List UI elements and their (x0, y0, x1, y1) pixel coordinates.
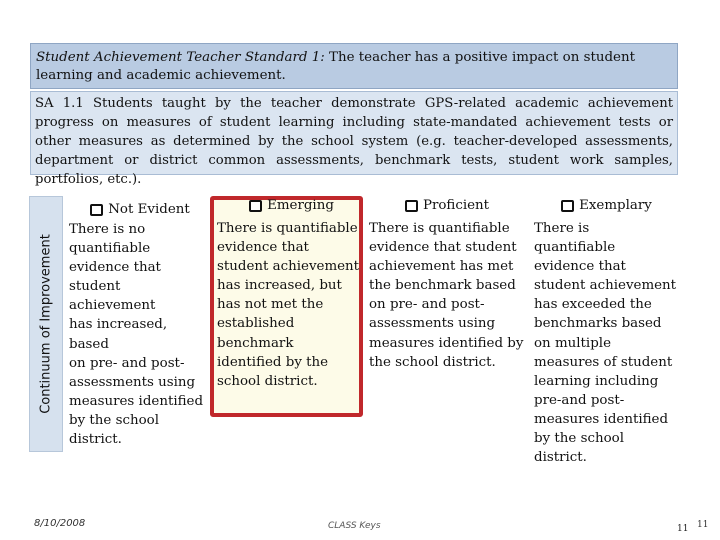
rating-header[interactable] (534, 196, 679, 216)
sa-element-box (30, 91, 678, 187)
continuum-label-box (29, 196, 63, 452)
rating-label: Not Evident (108, 202, 190, 218)
rating-description: There is quantifiable evidence that student achievement has increased, but has not met the established benchmark identified by the school district. (217, 221, 360, 389)
standard-header (30, 43, 678, 89)
checkbox-icon[interactable] (249, 200, 262, 212)
checkbox-icon[interactable] (405, 200, 418, 212)
page-number: 11 (677, 524, 689, 534)
footer-date: 8/10/2008 (34, 518, 86, 529)
rating-column-not-evident (69, 198, 211, 449)
rating-label: Emerging (267, 198, 334, 214)
page-number-small: 11 (697, 520, 709, 530)
sa-text: SA 1.1 Students taught by the teacher demonstrate GPS-related academic achievement progress on measures of student learning including state-mandated achievement tests or other measures as determined by the school system (e.g. teacher-developed assessments, department or district common assessments, benchmark tests, student work samples, portfolios, etc.). (35, 96, 673, 187)
standard-description: The teacher has a positive impact on student learning and academic achievement. (36, 50, 635, 83)
continuum-label: Continuum of Improvement (38, 234, 54, 414)
rating-header[interactable] (69, 200, 211, 220)
rating-description: There is quantifiable evidence that student achievement has exceeded the benchmarks based on multiple measures of student learning including pre-and post- measures identified by the school district. (534, 221, 677, 466)
rating-description: There is quantifiable evidence that student achievement has met the benchmark based on pre- and post- assessments using measures identified by the school district. (369, 221, 524, 370)
standard-title: Student Achievement Teacher Standard 1: (36, 50, 325, 65)
rating-column-exemplary (534, 198, 679, 467)
footer-title: CLASS Keys (328, 521, 381, 531)
rating-label: Proficient (422, 198, 490, 214)
checkbox-icon[interactable] (90, 204, 103, 216)
rating-column-proficient (369, 198, 525, 372)
rating-description: There is no quantifiable evidence that student achievement has increased, based on pre- and post- assessments using measures identified by the school district. (69, 222, 204, 448)
checkbox-icon[interactable] (561, 200, 574, 212)
rating-header[interactable] (219, 196, 364, 216)
rating-column-emerging (219, 198, 364, 391)
rating-header[interactable] (369, 196, 525, 216)
rating-label: Exemplary (579, 198, 652, 214)
